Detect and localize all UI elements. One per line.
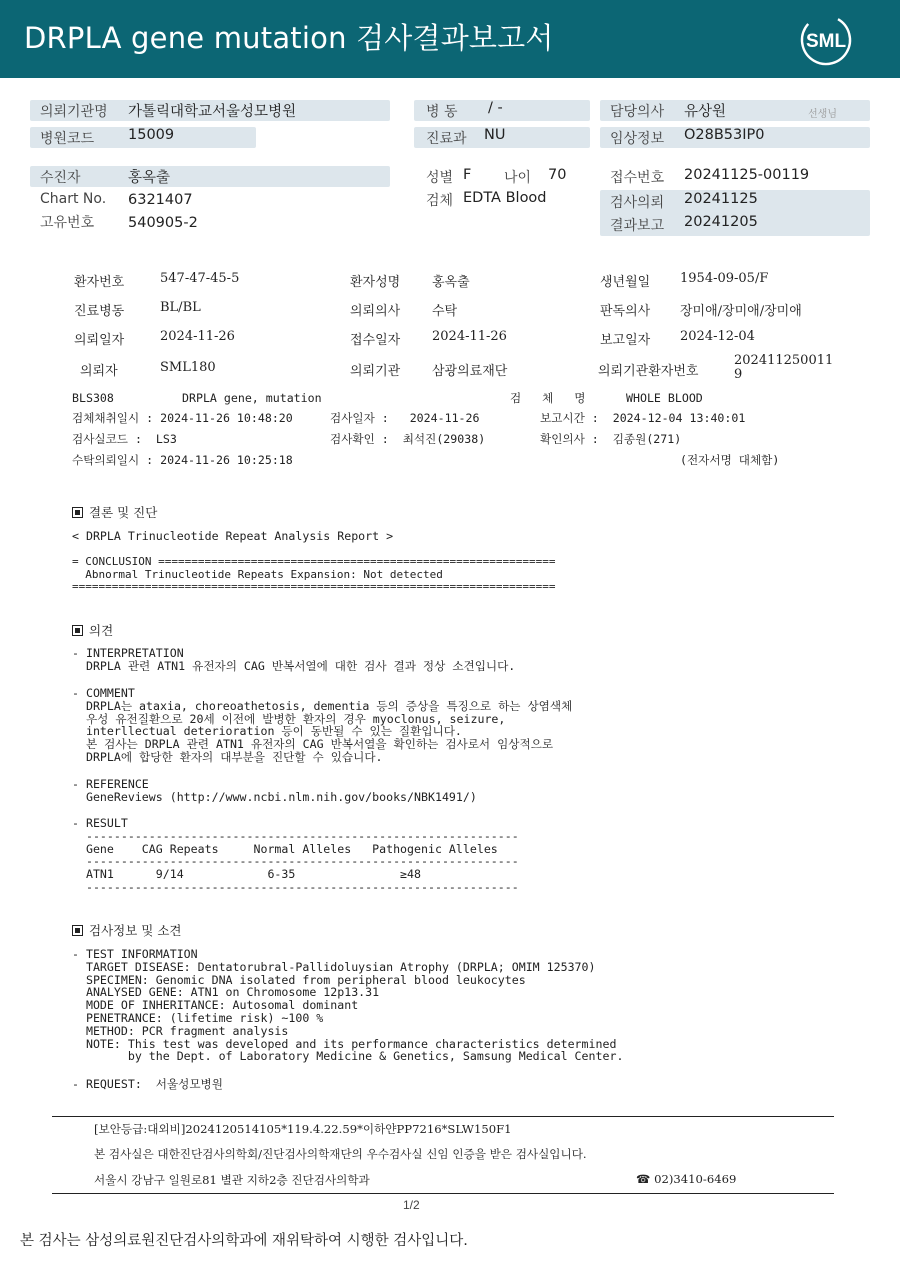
receipt-date-value: 2024-11-26 xyxy=(432,329,507,344)
confirm-doctor: 확인의사 : 김종원(271) xyxy=(540,432,682,446)
requester-value: SML180 xyxy=(160,360,216,375)
receipt-date-label: 접수일자 xyxy=(350,333,401,348)
header-banner xyxy=(0,0,900,78)
reading-doctor-value: 장미애/장미애/장미애 xyxy=(680,304,802,319)
patient-no-value: 547-47-45-5 xyxy=(160,271,240,286)
specimen-name-label: 검 체 명 xyxy=(510,391,586,405)
comment-block: - COMMENT DRPLA는 ataxia, choreoathetosis, dementia 등의 증상을 특징으로 하는 상염색체 우성 유전질환으로 20세 이전에 발병한 환자의 경우 myoclonus, seizure, interllectual deterioration 등이 동반될 수 있는 질환입니다. 본 검사는 DRPLA 관련 ATN1 유전자의 CAG 반복서열을 확인하는 검사로서 임상적으로 DRPLA에 합당한 환자의 대부분을 진단할 수 있습니다. xyxy=(72,686,573,764)
ward-label: 진료병동 xyxy=(74,304,125,319)
requester-label: 의뢰자 xyxy=(80,364,118,379)
reading-doctor-label: 판독의사 xyxy=(600,304,651,319)
ward-label: 병 동 xyxy=(426,104,458,120)
test-confirm: 검사확인 : 최석진(29038) xyxy=(330,432,486,446)
test-name: DRPLA gene, mutation xyxy=(182,391,322,405)
sex-label: 성별 xyxy=(426,170,454,186)
address-line: 서울시 강남구 일원로81 별관 지하2층 진단검사의학과 xyxy=(94,1173,370,1187)
footer-rule-bottom xyxy=(52,1193,834,1194)
doctor-suffix: 선생님 xyxy=(808,109,837,120)
sex-value: F xyxy=(463,167,472,183)
ordering-doctor-value: 수탁 xyxy=(432,304,458,319)
institution-patient-no-value-cont: 9 xyxy=(734,367,743,382)
ward-value: BL/BL xyxy=(160,300,201,315)
report-date-label: 보고일자 xyxy=(600,333,651,348)
report-time: 보고시간 : 2024-12-04 13:40:01 xyxy=(540,411,746,425)
institution-label: 의뢰기관 xyxy=(350,364,401,379)
request-label: 검사의뢰 xyxy=(610,195,665,211)
test-code: BLS308 xyxy=(72,391,114,405)
patient-name-label: 환자성명 xyxy=(350,275,401,290)
square-bullet-icon xyxy=(72,507,83,518)
specimen-label: 검체 xyxy=(426,193,454,209)
section-opinion-heading xyxy=(72,621,113,639)
birth-label: 생년월일 xyxy=(600,275,651,290)
patient-name-value: 홍옥출 xyxy=(432,275,470,290)
request-date-label: 의뢰일자 xyxy=(74,333,125,348)
square-bullet-icon xyxy=(72,625,83,636)
section-title: 검사정보 및 소견 xyxy=(89,923,182,938)
age-label: 나이 xyxy=(504,170,532,186)
lab-code: 검사실코드 : LS3 xyxy=(72,432,177,446)
specimen-name-value: WHOLE BLOOD xyxy=(626,391,703,405)
unique-label: 고유번호 xyxy=(40,215,95,231)
report-value: 20241205 xyxy=(684,214,758,230)
test-information-block: - TEST INFORMATION TARGET DISEASE: Dentatorubral-Pallidoluysian Atrophy (DRPLA; OMIM 125370) SPECIMEN: Genomic DNA isolated from peripheral blood leukocytes ANALYSED GENE: ATN1 on Chromosome 12p13.31 MODE OF INHERITANCE: Autosomal dominant PENETRANCE: (lifetime risk) ~100 % METHOD: PCR fragment analysis NOTE: This test was developed and its performance characteristics determined by the Dept. of Laboratory Medicine & Genetics, Samsung Medical Center. xyxy=(72,947,624,1064)
birth-value: 1954-09-05/F xyxy=(680,271,769,286)
test-date: 검사일자 : 2024-11-26 xyxy=(330,411,480,425)
patient-value: 홍옥출 xyxy=(128,170,171,186)
collect-time: 검체채취일시 : 2024-11-26 10:48:20 xyxy=(72,411,293,425)
patient-label: 수진자 xyxy=(40,170,81,186)
request-time: 수탁의뢰일시 : 2024-11-26 10:25:18 xyxy=(72,453,293,467)
footer-rule-top xyxy=(52,1116,834,1117)
request-line: - REQUEST: 서울성모병원 xyxy=(72,1077,223,1091)
institution-patient-no-value: 202411250011 xyxy=(734,353,834,368)
result-block: - RESULT -------------------------------------------------------------- Gene CAG Repeats Normal Alleles Pathogenic Alleles -------------------------------------------------------------- ATN1 9/14 6-35 ≥48 -------------------------------------------------------------- xyxy=(72,816,519,894)
hospital-code-value: 15009 xyxy=(128,127,175,143)
age-value: 70 xyxy=(548,167,567,183)
reference-block: - REFERENCE GeneReviews (http://www.ncbi.nlm.nih.gov/books/NBK1491/) xyxy=(72,777,477,804)
phone-line: ☎ 02)3410-6469 xyxy=(636,1172,737,1186)
esign-note: (전자서명 대체함) xyxy=(680,453,780,467)
specimen-value: EDTA Blood xyxy=(463,190,547,206)
doctor-label: 담당의사 xyxy=(610,104,665,120)
request-value: 20241125 xyxy=(684,191,758,207)
receipt-label: 접수번호 xyxy=(610,170,665,186)
chart-label: Chart No. xyxy=(40,191,107,207)
square-bullet-icon xyxy=(72,925,83,936)
report-date-value: 2024-12-04 xyxy=(680,329,755,344)
doctor-value: 유상원 xyxy=(684,104,727,120)
section-testinfo-heading xyxy=(72,921,181,939)
referring-institution-label: 의뢰기관명 xyxy=(40,104,108,120)
page-number: 1/2 xyxy=(403,1198,420,1212)
section-title: 의견 xyxy=(89,623,114,638)
ward-value: / - xyxy=(488,100,503,116)
page-title: DRPLA gene mutation 검사결과보고서 xyxy=(24,21,554,55)
info-row-bg xyxy=(30,166,390,187)
clinical-info-value: O28B53IP0 xyxy=(684,127,765,143)
interpretation-block: - INTERPRETATION DRPLA 관련 ATN1 유전자의 CAG 반복서열에 대한 검사 결과 정상 소견입니다. xyxy=(72,646,516,673)
report-title: < DRPLA Trinucleotide Repeat Analysis Report > xyxy=(72,529,394,543)
institution-patient-no-label: 의뢰기관환자번호 xyxy=(598,364,699,379)
sml-logo xyxy=(798,12,854,68)
section-title: 결론 및 진단 xyxy=(89,505,158,520)
conclusion-block: = CONCLUSION ============================================================ Abnormal Trinucleotide Repeats Expansion: Not detected ========================================================================= xyxy=(72,555,556,593)
report-label: 결과보고 xyxy=(610,218,665,234)
hospital-code-label: 병원코드 xyxy=(40,131,95,147)
patient-no-label: 환자번호 xyxy=(74,275,125,290)
certification-line: 본 검사실은 대한진단검사의학회/진단검사의학재단의 우수검사실 신임 인증을 받은 검사실입니다. xyxy=(94,1147,587,1161)
logo-text: SML xyxy=(805,31,847,52)
unique-value: 540905-2 xyxy=(128,215,198,231)
ordering-doctor-label: 의뢰의사 xyxy=(350,304,401,319)
receipt-value: 20241125-00119 xyxy=(684,167,810,183)
institution-value: 삼광의료재단 xyxy=(432,364,508,379)
department-value: NU xyxy=(484,127,506,143)
bottom-note: 본 검사는 삼성의료원진단검사의학과에 재위탁하여 시행한 검사입니다. xyxy=(20,1233,468,1249)
department-label: 진료과 xyxy=(426,131,467,147)
clinical-info-label: 임상정보 xyxy=(610,131,665,147)
request-date-value: 2024-11-26 xyxy=(160,329,235,344)
security-line: [보안등급:대외비]2024120514105*119.4.22.59*이하얀PP7216*SLW150F1 xyxy=(94,1122,512,1136)
referring-institution-value: 가톨릭대학교서울성모병원 xyxy=(128,104,297,120)
section-conclusion-heading xyxy=(72,503,157,521)
chart-value: 6321407 xyxy=(128,192,193,208)
